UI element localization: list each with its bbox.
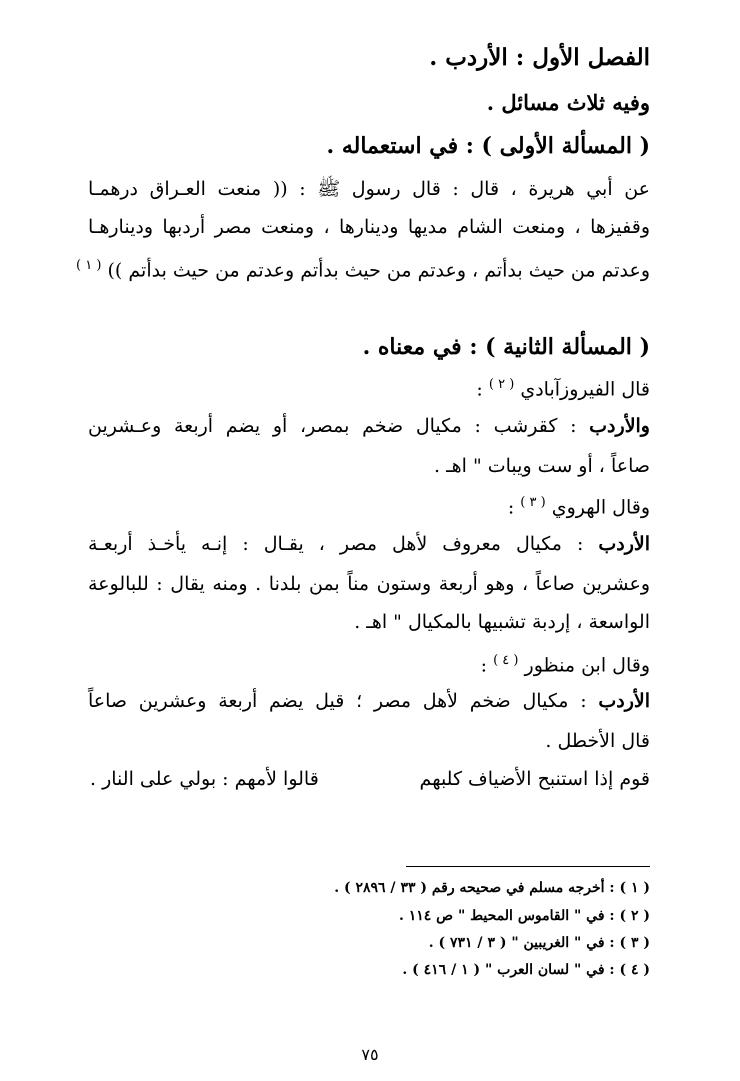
page-number: ٧٥: [361, 1045, 379, 1064]
verse-first-hemistich: قوم إذا استنبح الأضياف كلبهم: [419, 768, 650, 790]
footnote-ref-3: ( ٣ ): [520, 495, 546, 510]
firuzabadi-definition-text: : كقرشب : مكيال ضخم بمصر، أو يضم أربعة وعـشرين: [88, 415, 590, 437]
ibn-manzur-intro: [481, 647, 650, 679]
footnote-ref-1: ( ١ ): [76, 258, 102, 273]
ibn-manzur-definition-text: : مكيال ضخم لأهل مصر ؛ قيل يضم أربعة وعشرين صاعاً: [88, 690, 599, 712]
harawi-intro: [508, 489, 650, 521]
term-ardabb: الأردب: [598, 690, 650, 712]
question-1-heading: ( المسألة الأولى ) : في استعماله .: [326, 133, 650, 159]
hadith-line-1: عن أبي هريرة ، قال : قال رسول ﷺ : (( منعت العـراق درهمـا: [88, 178, 650, 200]
footnote-2: ( ٢ ) : في " القاموس المحيط " ص ١١٤ .: [398, 908, 650, 924]
hadith-line-2: وقفيزها ، ومنعت الشام مديها ودينارها ، ومنعت مصر أردبها ودينارهـا: [88, 216, 650, 238]
footnote-3: ( ٣ ) : في " الغريبين " ( ٣ / ٧٣١ ) .: [428, 935, 650, 951]
footnote-ref-2: ( ٢ ): [488, 377, 515, 392]
firuzabadi-colon: :: [476, 378, 483, 401]
hadith-line-3: [76, 252, 650, 284]
intro-heading: وفيه ثلاث مسائل .: [486, 90, 650, 115]
harawi-definition-text: : مكيال معروف لأهل مصر ، يقـال : إنـه يأخـذ أربعـة: [88, 533, 599, 555]
chapter-heading: الفصل الأول : الأردب .: [429, 44, 650, 71]
hadith-line-3-text: وعدتم من حيث بدأتم ، وعدتم من حيث بدأتم وعدتم من حيث بدأتم )): [107, 259, 650, 282]
ibn-manzur-colon: :: [480, 654, 488, 677]
harawi-colon: :: [507, 496, 515, 519]
verse-second-hemistich: قالوا لأمهم : بولي على النار .: [90, 768, 319, 790]
firuzabadi-definition-line-1: [88, 412, 650, 440]
akhtal-line: قال الأخطل .: [545, 730, 650, 752]
harawi-definition-line-3: الواسعة ، إردبة تشبيها بالمكيال " اهـ .: [354, 611, 650, 633]
firuzabadi-intro-text: قال الفيروزآبادي: [520, 378, 650, 401]
ibn-manzur-definition-line-1: [88, 687, 650, 715]
harawi-definition-line-1: [88, 530, 650, 558]
harawi-intro-text: وقال الهروي: [551, 496, 650, 519]
footnote-ref-4: ( ٤ ): [493, 653, 519, 668]
footnote-1: ( ١ ) : أخرجه مسلم في صحيحه رقم ( ٣٣ / ٢٨٩٦ ) .: [334, 880, 650, 896]
question-2-heading: ( المسألة الثانية ) : في معناه .: [362, 334, 650, 360]
ibn-manzur-intro-text: وقال ابن منظور: [524, 654, 650, 677]
firuzabadi-definition-line-2: صاعاً ، أو ست ويبات " اهـ .: [433, 455, 650, 477]
term-ardabb: الأردب: [598, 533, 650, 555]
footnote-separator: [406, 866, 650, 867]
firuzabadi-intro: [476, 371, 650, 403]
footnote-4: ( ٤ ) : في " لسان العرب " ( ١ / ٤١٦ ) .: [402, 962, 650, 978]
harawi-definition-line-2: وعشرين صاعاً ، وهو أربعة وستون مناً بمن بلدنا . ومنه يقال : للبالوعة: [88, 573, 650, 595]
term-ardabb: والأردب: [589, 415, 650, 437]
